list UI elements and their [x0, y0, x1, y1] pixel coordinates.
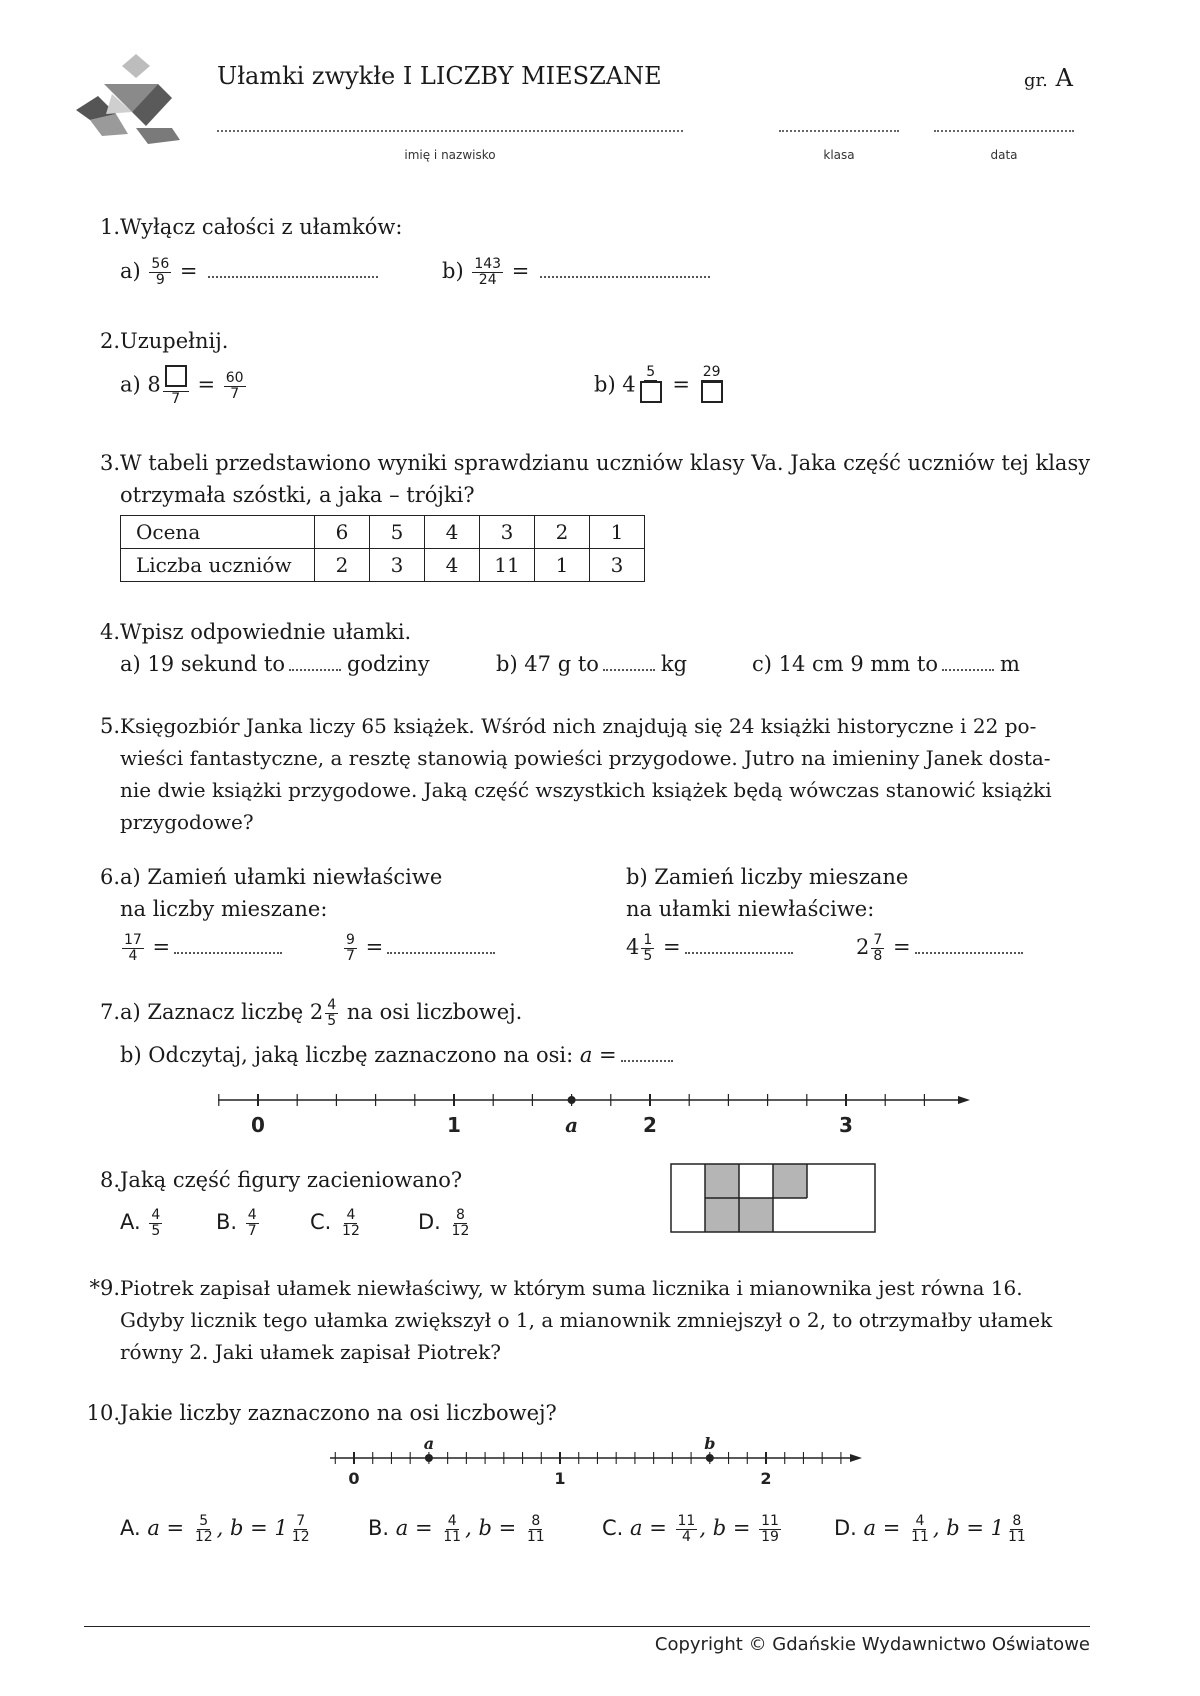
- q1-part-a: a) $\frac{56}{9}$ =: [120, 255, 378, 288]
- q6-part-a: a) Zamień ułamki niewłaściwe na liczby mieszane:: [120, 865, 443, 921]
- point-marker: [706, 1454, 714, 1462]
- answer-option-d[interactable]: D. $\frac{8}{12}$: [418, 1207, 470, 1239]
- fraction: $\frac{11}{19}$: [761, 1513, 779, 1545]
- question-number: *9.: [89, 1276, 120, 1300]
- q6-part-b: b) Zamień liczby mieszane na ułamki niewłaściwe:: [626, 865, 909, 921]
- shaded-cell: [705, 1164, 739, 1198]
- question-text-line: przygodowe?: [120, 810, 254, 834]
- footer-divider: [84, 1626, 1090, 1627]
- q6-item-2: $\frac{9}{7}$ =: [342, 931, 495, 964]
- table-row: [121, 516, 645, 549]
- answer-option-b[interactable]: B. $\frac{4}{7}$: [216, 1207, 257, 1239]
- fraction: $\frac{17}{4}$: [124, 932, 142, 964]
- q10-options: [120, 1512, 1080, 1556]
- question-number: 1.: [99, 215, 120, 239]
- answer-field[interactable]: [685, 952, 793, 954]
- table-cell: 3: [590, 549, 645, 582]
- axis-label: 3: [839, 1113, 853, 1137]
- table-row: [121, 549, 645, 582]
- fraction: $\frac{4}{12}$: [342, 1207, 360, 1239]
- name-field-label: imię i nazwisko: [404, 148, 496, 162]
- answer-option-a[interactable]: A. a = $\frac{5}{12}$ , b = 1 $\frac{7}{12}$: [120, 1513, 310, 1545]
- question-1: [84, 211, 1104, 295]
- table-cell: 1: [535, 549, 590, 582]
- question-text-line: Piotrek zapisał ułamek niewłaściwy, w którym suma licznika i mianownika jest równa 16.: [120, 1276, 1023, 1300]
- shaded-figure: [670, 1162, 882, 1236]
- q4-part-b: b) 47 g to kg: [496, 652, 688, 676]
- point-label: b: [704, 1434, 716, 1453]
- number-line-q7[interactable]: [218, 1086, 978, 1138]
- table-cell: 5: [370, 516, 425, 549]
- question-text: Jaką część figury zacieniowano?: [120, 1168, 463, 1192]
- point-label: a: [565, 1113, 579, 1137]
- table-header-cell: Ocena: [121, 516, 315, 549]
- fraction: $\frac{8}{11}$: [526, 1513, 545, 1545]
- table-cell: 4: [425, 516, 480, 549]
- class-field-label: klasa: [823, 148, 855, 162]
- q4-part-a: a) 19 sekund to godziny: [120, 652, 430, 676]
- question-6: [84, 861, 1104, 971]
- date-field-label: data: [990, 148, 1018, 162]
- table-cell: 3: [480, 516, 535, 549]
- question-number: 3.: [99, 451, 120, 475]
- answer-option-c[interactable]: C. $\frac{4}{12}$: [310, 1207, 360, 1239]
- answer-box[interactable]: [701, 381, 723, 403]
- answer-field[interactable]: [915, 952, 1023, 954]
- table-cell: 4: [425, 549, 480, 582]
- shaded-cell: [773, 1164, 807, 1198]
- fraction-with-box: 5: [638, 365, 664, 407]
- answer-option-c[interactable]: C. a = $\frac{11}{4}$ , b = $\frac{11}{19}$: [602, 1513, 779, 1545]
- fraction: $\frac{4}{7}$: [247, 1207, 257, 1239]
- table-cell: 2: [535, 516, 590, 549]
- question-7: [84, 996, 1104, 1071]
- answer-field[interactable]: [540, 276, 710, 278]
- question-text-line: otrzymała szóstki, a jaka – trójki?: [120, 483, 475, 507]
- point-label: a: [423, 1434, 435, 1453]
- question-text: Uzupełnij.: [120, 329, 229, 353]
- question-text-line: równy 2. Jaki ułamek zapisał Piotrek?: [120, 1340, 501, 1364]
- question-number: 5.: [99, 714, 120, 738]
- publisher-logo: [76, 54, 180, 146]
- point-marker: [425, 1454, 433, 1462]
- axis-arrow: [850, 1454, 862, 1462]
- number-line-q10: [330, 1432, 870, 1492]
- q4-part-c: c) 14 cm 9 mm to m: [752, 652, 1020, 676]
- date-field-line[interactable]: [934, 130, 1074, 132]
- axis-label: 2: [643, 1113, 657, 1137]
- answer-field[interactable]: [942, 669, 994, 671]
- answer-field[interactable]: [289, 669, 341, 671]
- axis-label: 0: [251, 1113, 265, 1137]
- group-indicator: gr. A: [1024, 64, 1073, 92]
- q7-part-a: a) Zaznacz liczbę 2 $\frac{4}{5}$ na osi liczbowej.: [120, 997, 523, 1029]
- answer-field[interactable]: [621, 1060, 673, 1062]
- answer-field[interactable]: [174, 952, 282, 954]
- q6-item-3: 4 $\frac{1}{5}$ =: [626, 931, 793, 964]
- q2-part-b: b) 4 5 = 29: [594, 365, 727, 407]
- axis-label: 1: [447, 1113, 461, 1137]
- answer-box[interactable]: [640, 381, 662, 403]
- grades-table: [120, 515, 645, 582]
- q6-item-4: 2 $\frac{7}{8}$ =: [856, 931, 1023, 964]
- question-text-line: Księgozbiór Janka liczy 65 książek. Wśród nich znajdują się 24 książki historyczne i 22 po-: [120, 714, 1037, 738]
- question-number: 4.: [99, 620, 120, 644]
- fraction: $\frac{4}{11}$: [911, 1513, 929, 1545]
- fraction: $\frac{9}{7}$: [346, 932, 355, 964]
- question-2: [84, 325, 1104, 405]
- question-5: [84, 710, 1124, 838]
- question-text: Wpisz odpowiednie ułamki.: [120, 620, 412, 644]
- question-text-line: wieści fantastyczne, a resztę stanowią powieści przygodowe. Jutro na imieniny Janek dosta-: [120, 746, 1051, 770]
- question-number: 8.: [99, 1168, 120, 1192]
- fraction-with-box: 29: [699, 365, 725, 407]
- question-text: Jakie liczby zaznaczono na osi liczbowej?: [120, 1401, 557, 1425]
- shaded-cell: [739, 1198, 773, 1232]
- question-10: [84, 1397, 1104, 1429]
- table-cell: 1: [590, 516, 645, 549]
- question-number: 2.: [99, 329, 120, 353]
- question-8: [84, 1164, 704, 1246]
- answer-field[interactable]: [208, 276, 378, 278]
- axis-arrow: [958, 1096, 970, 1104]
- answer-field[interactable]: [603, 669, 655, 671]
- question-3: [84, 447, 1104, 582]
- axis-label: 2: [760, 1469, 772, 1488]
- fraction: $\frac{60}{7}$: [225, 369, 244, 402]
- table-cell: 3: [370, 549, 425, 582]
- fraction: $\frac{7}{12}$: [291, 1513, 310, 1545]
- q1-part-b: b) $\frac{143}{24}$ =: [442, 255, 710, 288]
- q6-item-1: $\frac{17}{4}$ =: [120, 931, 282, 964]
- question-text-line: W tabeli przedstawiono wyniki sprawdzianu uczniów klasy Va. Jaka część uczniów tej klasy: [120, 451, 1091, 475]
- fraction: $\frac{11}{4}$: [677, 1513, 696, 1545]
- question-4: [84, 616, 1104, 682]
- class-field-line[interactable]: [779, 130, 899, 132]
- fraction: $\frac{4}{11}$: [443, 1513, 462, 1545]
- copyright-text: Copyright © Gdańskie Wydawnictwo Oświatowe: [654, 1634, 1090, 1655]
- shaded-cell: [705, 1198, 739, 1232]
- fraction: $\frac{4}{5}$: [327, 997, 337, 1029]
- point-marker: [568, 1096, 576, 1104]
- axis-label: 0: [348, 1469, 360, 1488]
- q2-part-a: a) 8 7 = $\frac{60}{7}$: [120, 365, 248, 407]
- question-number: 6.: [99, 865, 120, 889]
- question-number: 10.: [86, 1401, 120, 1425]
- fraction: $\frac{143}{24}$: [474, 256, 502, 288]
- answer-option-b[interactable]: B. a = $\frac{4}{11}$ , b = $\frac{8}{11}$: [368, 1513, 545, 1545]
- fraction: $\frac{8}{12}$: [451, 1207, 470, 1239]
- question-number: 7.: [99, 1000, 120, 1024]
- table-cell: 2: [315, 549, 370, 582]
- question-text-line: nie dwie książki przygodowe. Jaką część wszystkich książek będą wówczas stanowić książki: [120, 778, 1052, 802]
- fraction: $\frac{1}{5}$: [643, 932, 653, 964]
- table-cell: 6: [315, 516, 370, 549]
- question-text: Wyłącz całości z ułamków:: [120, 215, 403, 239]
- fraction: $\frac{56}{9}$: [151, 256, 170, 288]
- fraction: $\frac{7}{8}$: [873, 932, 883, 964]
- fraction-with-box: 7: [163, 365, 189, 407]
- table-header-cell: Liczba uczniów: [121, 549, 315, 582]
- axis-label: 1: [554, 1469, 566, 1488]
- table-cell: 11: [480, 549, 535, 582]
- q7-part-b: b) Odczytaj, jaką liczbę zaznaczono na osi: a =: [120, 1039, 1104, 1071]
- answer-option-d[interactable]: D. a = $\frac{4}{11}$ , b = 1 $\frac{8}{11}$: [834, 1513, 1026, 1545]
- question-text-line: Gdyby licznik tego ułamka zwiększył o 1, a mianownik zmniejszył o 2, to otrzymałby ułamek: [120, 1308, 1053, 1332]
- name-field-line[interactable]: [217, 130, 683, 132]
- fraction: $\frac{4}{5}$: [151, 1207, 161, 1239]
- fraction: $\frac{5}{12}$: [194, 1513, 213, 1545]
- answer-option-a[interactable]: A. $\frac{4}{5}$: [120, 1207, 161, 1239]
- worksheet-title: Ułamki zwykłe I LICZBY MIESZANE: [217, 62, 662, 90]
- answer-field[interactable]: [387, 952, 495, 954]
- answer-box[interactable]: [165, 365, 187, 387]
- question-9: [84, 1272, 1124, 1368]
- fraction: $\frac{8}{11}$: [1007, 1513, 1026, 1545]
